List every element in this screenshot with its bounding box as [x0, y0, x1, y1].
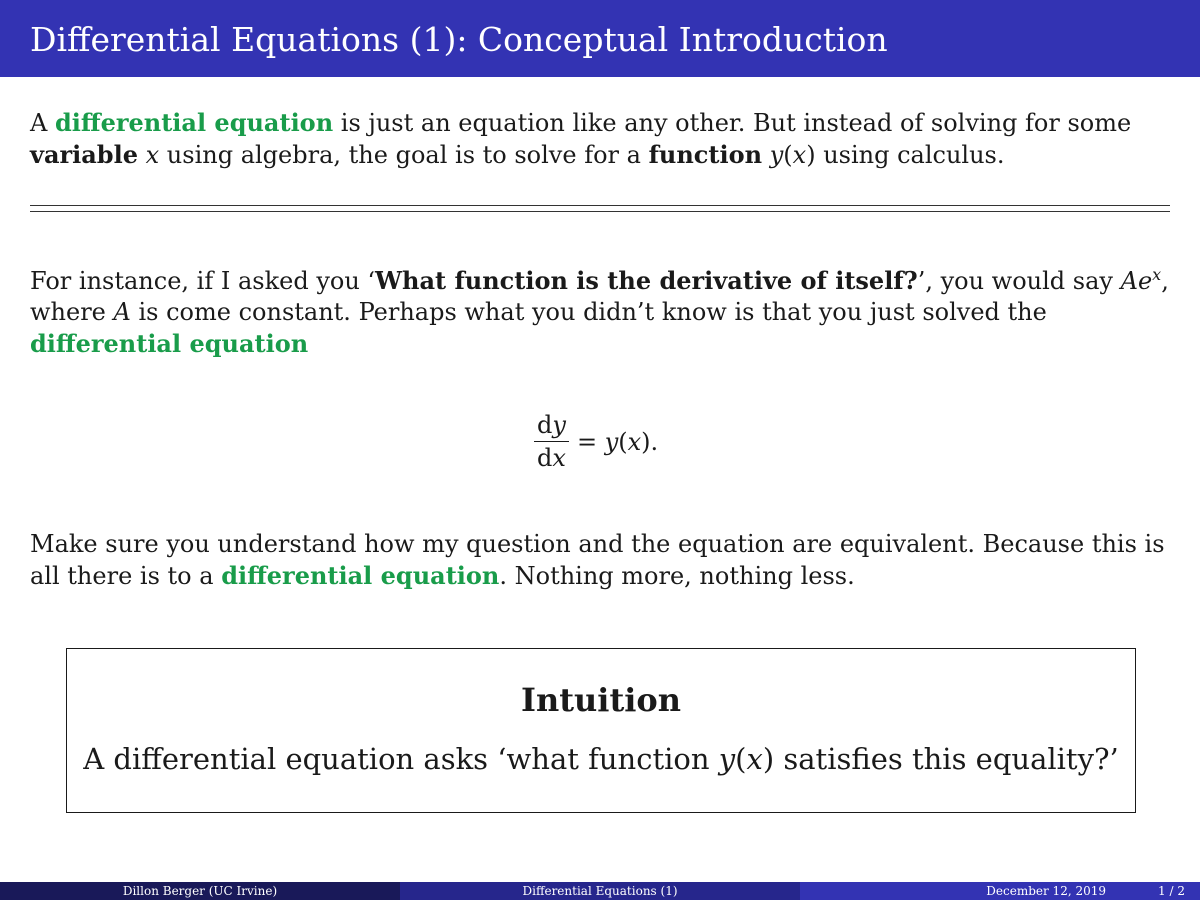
footer-title: Differential Equations (1)	[400, 882, 800, 900]
paren-open: (	[735, 742, 747, 776]
footer-right	[800, 882, 1200, 900]
equation-rhs	[577, 428, 658, 456]
math-e: e	[1137, 267, 1153, 295]
term-differential-equation: differential equation	[221, 561, 500, 590]
math-y: y	[718, 742, 736, 776]
math-x: x	[145, 141, 160, 169]
text: For instance, if I asked you ‘	[30, 267, 376, 295]
math-x: x	[552, 444, 566, 472]
slide-title: Differential Equations (1): Conceptual Introduction	[0, 0, 1200, 77]
math-x: x	[792, 141, 807, 169]
paren-close: ).	[641, 427, 659, 456]
text: using calculus.	[815, 141, 1005, 169]
text: is come constant. Perhaps what you didn’t know is that you just solved the	[130, 298, 1047, 326]
closing-paragraph	[30, 529, 1175, 592]
term-function: function	[648, 140, 763, 169]
math-a: A	[113, 298, 131, 326]
derivative-fraction	[534, 412, 569, 471]
paren-close: )	[806, 141, 816, 169]
display-equation	[534, 412, 658, 471]
text: A differential equation asks ‘what function	[83, 742, 719, 776]
math-x: x	[746, 742, 763, 776]
term-differential-equation: differential equation	[30, 329, 309, 358]
math-d: d	[537, 444, 553, 472]
text: ’, you would say	[917, 267, 1121, 295]
math-y-of-x	[770, 141, 816, 169]
intuition-title: Intuition	[521, 681, 681, 719]
intuition-box	[66, 648, 1136, 813]
intuition-text	[67, 742, 1135, 776]
footer-date: December 12, 2019	[986, 884, 1106, 898]
math-exponent: x	[1152, 265, 1162, 284]
fraction-numerator	[534, 412, 569, 442]
math-y: y	[604, 427, 619, 456]
math-a: A	[1120, 267, 1138, 295]
text: A	[30, 109, 55, 137]
math-y: y	[769, 141, 784, 169]
paren-open: (	[783, 141, 793, 169]
text: is just an equation like any other. But instead of solving for some	[333, 109, 1132, 137]
math-y: y	[552, 411, 566, 439]
text: , where	[30, 267, 1169, 326]
instance-paragraph	[30, 259, 1175, 360]
double-rule-divider	[30, 205, 1170, 212]
text: using algebra, the goal is to solve for a	[159, 141, 649, 169]
intro-paragraph	[30, 107, 1175, 171]
text: Make sure you understand how my question and the equation are equivalent. Because this is all there is to a	[30, 530, 1165, 590]
equals-sign: =	[576, 427, 605, 456]
paren-close: )	[762, 742, 775, 776]
footer-author: Dillon Berger (UC Irvine)	[0, 882, 400, 900]
text: . Nothing more, nothing less.	[499, 562, 855, 590]
text	[138, 141, 146, 169]
footer-bar	[0, 882, 1200, 900]
page-number: 1 / 2	[1158, 884, 1185, 898]
text	[762, 141, 770, 169]
question-text: What function is the derivative of itself?	[375, 266, 918, 295]
math-x: x	[627, 427, 642, 456]
math-d: d	[537, 411, 553, 439]
term-differential-equation: differential equation	[54, 108, 334, 137]
paren-open: (	[618, 427, 628, 456]
term-variable: variable	[30, 140, 138, 169]
fraction-denominator	[537, 442, 566, 471]
text: satisfies this equality?’	[774, 742, 1119, 776]
math-a-e-x	[1121, 267, 1162, 295]
